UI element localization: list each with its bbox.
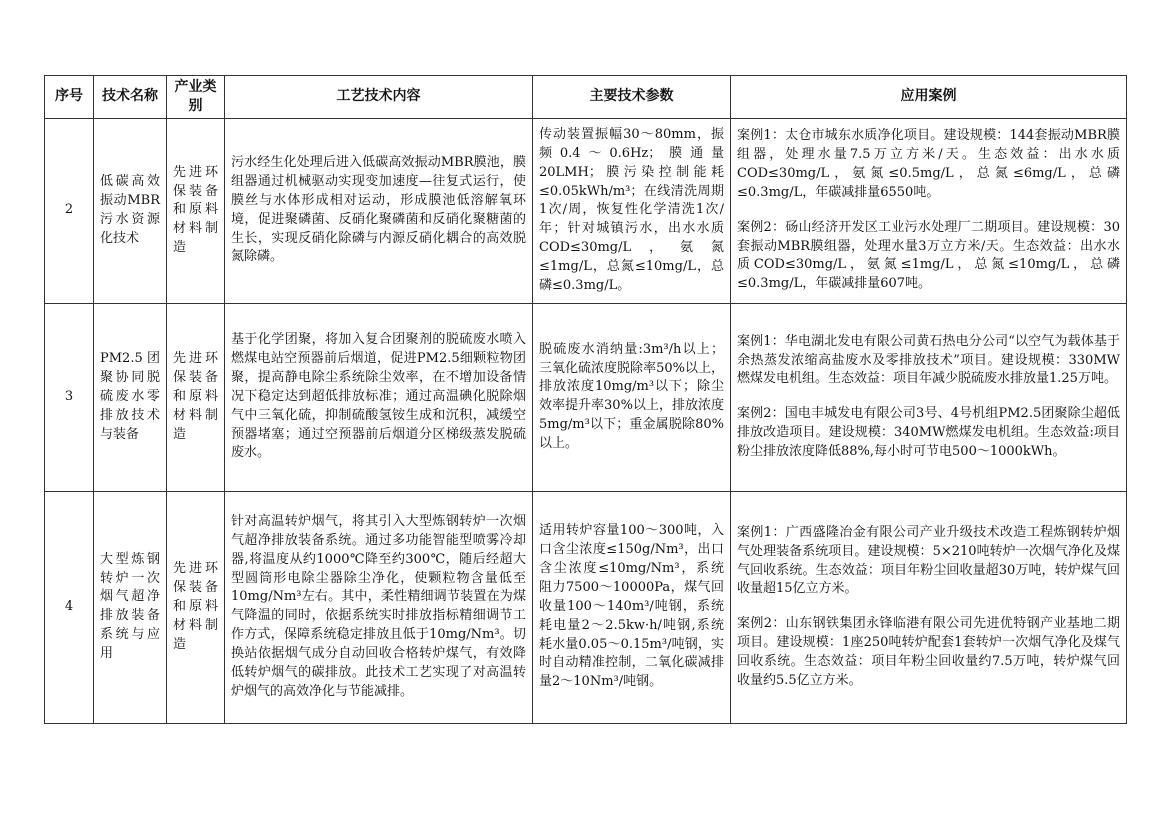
row-no: 3: [45, 303, 94, 491]
row-cases: [731, 491, 1127, 723]
row-content: 污水经生化处理后进入低碳高效振动MBR膜池，膜组器通过机械驱动实现变加速度—往复式运行，使膜丝与水体形成相对运动，形成膜池低溶解氧环境，促进聚磷菌、反硝化聚磷菌和反硝化聚糖菌的生长，实现反硝化除磷与内源反硝化耦合的高效脱氮除磷。: [225, 118, 533, 303]
row-content: 针对高温转炉烟气，将其引入大型炼钢转炉一次烟气超净排放装备系统。通过多功能智能型喷雾冷却器,将温度从约1000℃降至约300℃，随后经超大型圆筒形电除尘器除尘净化，使颗粒物含量低至10mg/Nm³左右。其中，柔性精细调节装置在为煤气降温的同时，依据系统实时排放指标精细调节工作方式，保障系统稳定排放且低于10mg/Nm³。切换站依据烟气成分自动回收合格转炉煤气，有效降低转炉烟气的碳排放。此技术工艺实现了对高温转炉烟气的高效净化与节能减排。: [225, 491, 533, 723]
header-name: 技术名称: [94, 76, 167, 119]
table-row: [45, 118, 1127, 303]
case-item: 案例1：华电湖北发电有限公司黄石热电分公司“以空气为载体基于余热蒸发浓缩高盐废水及零排放技术”项目。建设规模：330MW燃煤发电机组。生态效益：项目年减少脱硫废水排放量1.25万吨。: [737, 333, 1120, 387]
technology-table: [44, 75, 1127, 724]
case-item: 案例2：国电丰城发电有限公司3号、4号机组PM2.5团聚除尘超低排放改造项目。建设规模：340MW燃煤发电机组。生态效益:项目粉尘排放浓度降低88%,每小时可节电500～1000kWh。: [737, 406, 1120, 459]
row-content: 基于化学团聚，将加入复合团聚剂的脱硫废水喷入燃煤电站空预器前后烟道，促进PM2.5细颗粒物团聚，提高静电除尘系统除尘效率，在不增加设备情况下稳定达到超低排放标准；通过高温碘化脱除烟气中三氧化硫，抑制硫酸氢铵生成和沉积，减缓空预器堵塞；通过空预器前后烟道分区梯级蒸发脱硫废水。: [225, 303, 533, 491]
row-name: 大型炼钢转炉一次烟气超净排放装备系统与应用: [94, 491, 167, 723]
row-cases: [731, 118, 1127, 303]
row-category: 先进环保装备和原料材料制造: [167, 118, 225, 303]
row-name: PM2.5团聚协同脱硫废水零排放技术与装备: [94, 303, 167, 491]
row-params: 脱硫废水消纳量:3m³/h以上；三氧化硫浓度脱除率50%以上，排放浓度10mg/m³以下；除尘效率提升率30%以上，排放浓度5mg/m³以下；重金属脱除80%以上。: [533, 303, 731, 491]
table-row: [45, 491, 1127, 723]
header-params: 主要技术参数: [533, 76, 731, 119]
header-row: [45, 76, 1127, 119]
row-params: 传动装置振幅30～80mm，振频0.4～0.6Hz；膜通量20LMH；膜污染控制能耗≤0.05kWh/m³；在线清洗周期1次/周，恢复性化学清洗1次/年；针对城镇污水，出水水质COD≤30mg/L，氨氮≤1mg/L，总氮≤10mg/L，总磷≤0.3mg/L。: [533, 118, 731, 303]
header-content: 工艺技术内容: [225, 76, 533, 119]
case-item: 案例1：广西盛隆冶金有限公司产业升级技术改造工程炼钢转炉烟气处理装备系统项目。建设规模：5×210吨转炉一次烟气净化及煤气回收系统。生态效益：项目年粉尘回收量超30万吨，转炉煤气回收量超15亿立方米。: [737, 524, 1120, 597]
row-params: 适用转炉容量100～300吨，入口含尘浓度≤150g/Nm³，出口含尘浓度≤10mg/Nm³，系统阻力7500～10000Pa，煤气回收量100～140m³/吨钢，系统耗电量2～2.5kw·h/吨钢,系统耗水量0.05～0.15m³/吨钢，实时自动精准控制，二氧化碳减排量2～10Nm³/吨钢。: [533, 491, 731, 723]
row-no: 4: [45, 491, 94, 723]
table-row: [45, 303, 1127, 491]
case-item: 案例1：太仓市城东水质净化项目。建设规模：144套振动MBR膜组器，处理水量7.5万立方米/天。生态效益：出水水质COD≤30mg/L，氨氮≤0.5mg/L，总氮≤6mg/L，总磷≤0.3mg/L，年碳减排量6550吨。: [737, 128, 1120, 200]
header-category: 产业类别: [167, 76, 225, 119]
row-no: 2: [45, 118, 94, 303]
row-category: 先进环保装备和原料材料制造: [167, 303, 225, 491]
row-category: 先进环保装备和原料材料制造: [167, 491, 225, 723]
header-cases: 应用案例: [731, 76, 1127, 119]
case-item: 案例2：山东钢铁集团永锋临港有限公司先进优特钢产业基地二期项目。建设规模：1座250吨转炉配套1套转炉一次烟气净化及煤气回收系统。生态效益：项目年粉尘回收量约7.5万吨，转炉煤气回收量约5.5亿立方米。: [737, 616, 1120, 688]
case-item: 案例2：砀山经济开发区工业污水处理厂二期项目。建设规模：30套振动MBR膜组器，处理水量3万立方米/天。生态效益：出水水质COD≤30mg/L，氨氮≤1mg/L，总氮≤10mg/L，总磷≤0.3mg/L，年碳减排量607吨。: [737, 219, 1120, 292]
row-cases: [731, 303, 1127, 491]
header-no: 序号: [45, 76, 94, 119]
row-name: 低碳高效振动MBR污水资源化技术: [94, 118, 167, 303]
